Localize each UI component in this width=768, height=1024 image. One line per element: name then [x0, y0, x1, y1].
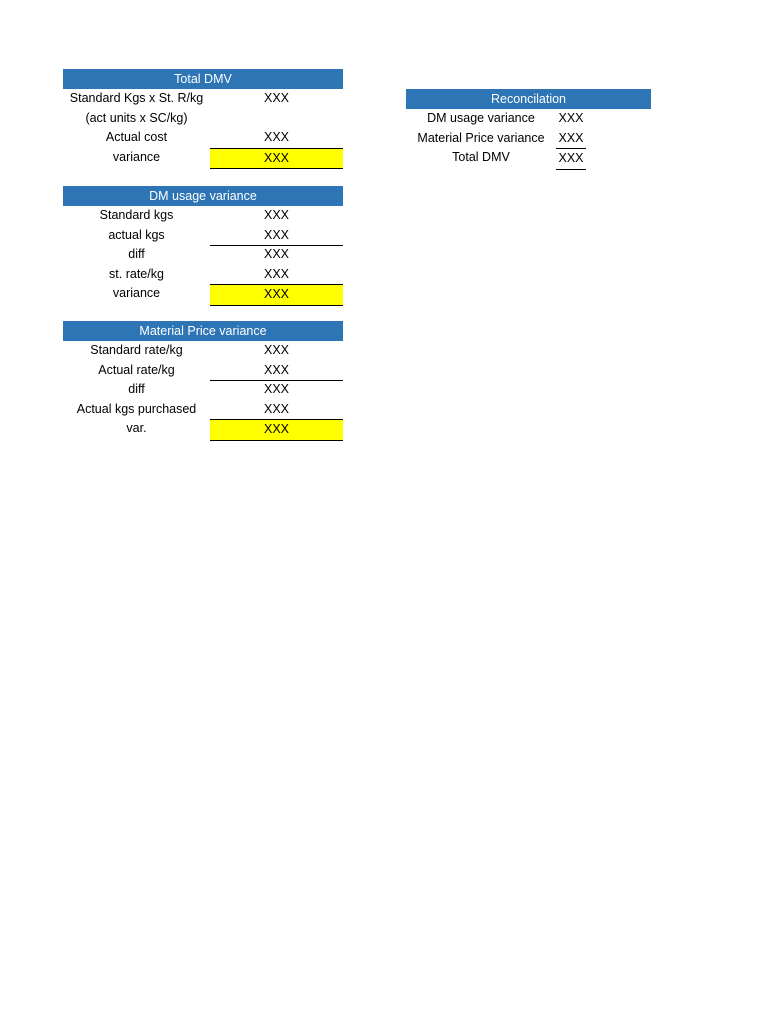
row-label: DM usage variance [427, 111, 535, 125]
table-row [63, 245, 343, 265]
table-row [63, 226, 343, 246]
table-row [63, 400, 343, 420]
variance-cell[interactable]: XXX [210, 148, 343, 170]
table-row [406, 148, 651, 168]
row-label: diff [128, 247, 145, 261]
row-label: diff [128, 382, 145, 396]
row-value[interactable]: XXX [210, 361, 343, 382]
table-row [63, 341, 343, 361]
row-label: variance [112, 149, 161, 164]
row-value[interactable]: XXX [263, 208, 289, 222]
row-label: variance [112, 286, 161, 300]
row-value[interactable]: XXX [263, 343, 289, 357]
reconciliation-header: Reconcilation [406, 89, 651, 109]
row-label: st. rate/kg [109, 266, 164, 281]
row-value[interactable]: XXX [263, 247, 289, 261]
row-value[interactable]: XXX [263, 401, 289, 416]
row-label: Actual kgs purchased [76, 401, 197, 416]
material-price-header: Material Price variance [63, 321, 343, 341]
table-row [63, 380, 343, 400]
row-label: actual kgs [108, 227, 165, 242]
row-label: var. [126, 421, 147, 435]
total-dmv-header: Total DMV [63, 69, 343, 89]
row-label: Actual rate/kg [98, 362, 175, 377]
table-row [63, 128, 343, 148]
row-value[interactable]: XXX [263, 382, 289, 396]
row-value[interactable]: XXX [263, 266, 289, 281]
row-value[interactable]: XXX [558, 111, 584, 125]
table-row [63, 206, 343, 226]
row-label: Standard kgs [99, 208, 174, 222]
table-row [63, 361, 343, 381]
table-row [63, 419, 343, 439]
table-row [63, 109, 343, 129]
row-label: Material Price variance [417, 130, 545, 145]
table-row [63, 89, 343, 109]
row-value[interactable]: XXX [263, 91, 289, 105]
row-label: Total DMV [452, 150, 510, 164]
table-row [63, 265, 343, 285]
row-label: Standard Kgs x St. R/kg [69, 91, 204, 105]
table-row [406, 129, 651, 149]
material-price-variance-table [63, 321, 343, 439]
variance-cell[interactable]: XXX [210, 419, 343, 441]
row-label: Actual cost [105, 130, 168, 144]
total-dmv-cell[interactable]: XXX [556, 148, 586, 170]
row-label: Standard rate/kg [90, 343, 183, 357]
table-row [63, 148, 343, 168]
dm-usage-header: DM usage variance [63, 186, 343, 206]
row-label: (act units x SC/kg) [85, 110, 188, 125]
reconciliation-table [406, 89, 651, 168]
dm-usage-variance-table [63, 186, 343, 304]
row-value[interactable]: XXX [210, 226, 343, 247]
variance-cell[interactable]: XXX [210, 284, 343, 306]
total-dmv-table [63, 69, 343, 167]
table-row [63, 284, 343, 304]
row-value[interactable]: XXX [263, 130, 289, 144]
table-row [406, 109, 651, 129]
row-value[interactable]: XXX [558, 130, 584, 145]
